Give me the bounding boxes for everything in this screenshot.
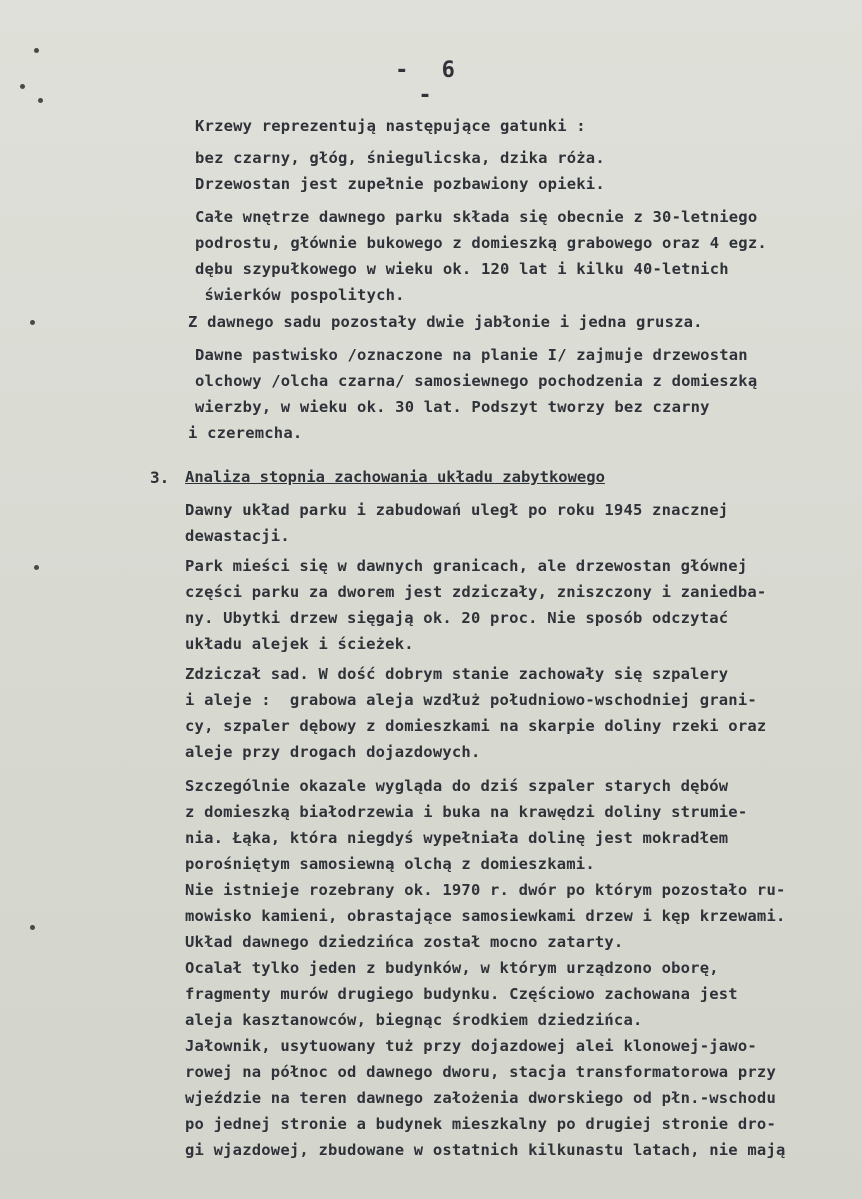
text-line: Z dawnego sadu pozostały dwie jabłonie i jedna grusza. [188, 313, 703, 331]
text-line: olchowy /olcha czarna/ samosiewnego pochodzenia z domieszką [195, 372, 758, 390]
text-line: mowisko kamieni, obrastające samosiewkami drzew i kęp krzewami. [185, 907, 786, 925]
text-line: i czeremcha. [188, 424, 303, 442]
text-line: fragmenty murów drugiego budynku. Częściowo zachowana jest [185, 985, 738, 1003]
text-line: ny. Ubytki drzew sięgają ok. 20 proc. Nie sposób odczytać [185, 609, 729, 627]
punch-hole [34, 48, 39, 53]
text-line: aleje przy drogach dojazdowych. [185, 743, 481, 761]
text-line: podrostu, głównie bukowego z domieszką grabowego oraz 4 egz. [195, 234, 767, 252]
text-line: części parku za dworem jest zdziczały, zniszczony i zaniedba- [185, 583, 767, 601]
punch-hole [30, 320, 35, 325]
text-line: dewastacji. [185, 527, 290, 545]
text-line: układu alejek i ścieżek. [185, 635, 414, 653]
section-heading: Analiza stopnia zachowania układu zabytkowego [185, 468, 605, 486]
text-line: z domieszką białodrzewia i buka na krawędzi doliny strumie- [185, 803, 748, 821]
text-line: Dawny układ parku i zabudowań uległ po roku 1945 znacznej [185, 501, 729, 519]
text-line: Park mieści się w dawnych granicach, ale drzewostan głównej [185, 557, 748, 575]
text-line: Krzewy reprezentują następujące gatunki : [195, 117, 586, 135]
text-line: cy, szpaler dębowy z domieszkami na skarpie doliny rzeki oraz [185, 717, 767, 735]
text-line: Całe wnętrze dawnego parku składa się obecnie z 30-letniego [195, 208, 758, 226]
text-line: Ocalał tylko jeden z budynków, w którym urządzono oborę, [185, 959, 719, 977]
text-line: wjeździe na teren dawnego założenia dworskiego od płn.-wschodu [185, 1089, 776, 1107]
text-line: i aleje : grabowa aleja wzdłuż południowo-wschodniej grani- [185, 691, 757, 709]
text-line: nia. Łąka, która niegdyś wypełniała dolinę jest mokradłem [185, 829, 729, 847]
text-line: Drzewostan jest zupełnie pozbawiony opieki. [195, 175, 605, 193]
text-line: Układ dawnego dziedzińca został mocno zatarty. [185, 933, 624, 951]
punch-hole [20, 84, 25, 89]
text-line: Zdziczał sad. W dość dobrym stanie zachowały się szpalery [185, 665, 729, 683]
text-line: Nie istnieje rozebrany ok. 1970 r. dwór po którym pozostało ru- [185, 881, 786, 899]
punch-hole [34, 565, 39, 570]
text-line: wierzby, w wieku ok. 30 lat. Podszyt tworzy bez czarny [195, 398, 710, 416]
text-line: aleja kasztanowców, biegnąc środkiem dziedzińca. [185, 1011, 643, 1029]
text-line: dębu szypułkowego w wieku ok. 120 lat i kilku 40-letnich [195, 260, 729, 278]
text-line: po jednej stronie a budynek mieszkalny po drugiej stronie dro- [185, 1115, 776, 1133]
section-number: 3. [150, 468, 170, 487]
text-line: Dawne pastwisko /oznaczone na planie I/ zajmuje drzewostan [195, 346, 748, 364]
text-line: świerków pospolitych. [195, 286, 405, 304]
text-line: gi wjazdowej, zbudowane w ostatnich kilkunastu latach, nie mają [185, 1141, 786, 1159]
page-number: - 6 - [395, 58, 465, 108]
punch-hole [30, 925, 35, 930]
text-line: Jałownik, usytuowany tuż przy dojazdowej alei klonowej-jawo- [185, 1037, 757, 1055]
text-line: Szczególnie okazale wygląda do dziś szpaler starych dębów [185, 777, 729, 795]
punch-hole [38, 98, 43, 103]
text-line: rowej na północ od dawnego dworu, stacja transformatorowa przy [185, 1063, 776, 1081]
text-line: porośniętym samosiewną olchą z domieszkami. [185, 855, 595, 873]
text-line: bez czarny, głóg, śniegulicska, dzika róża. [195, 149, 605, 167]
